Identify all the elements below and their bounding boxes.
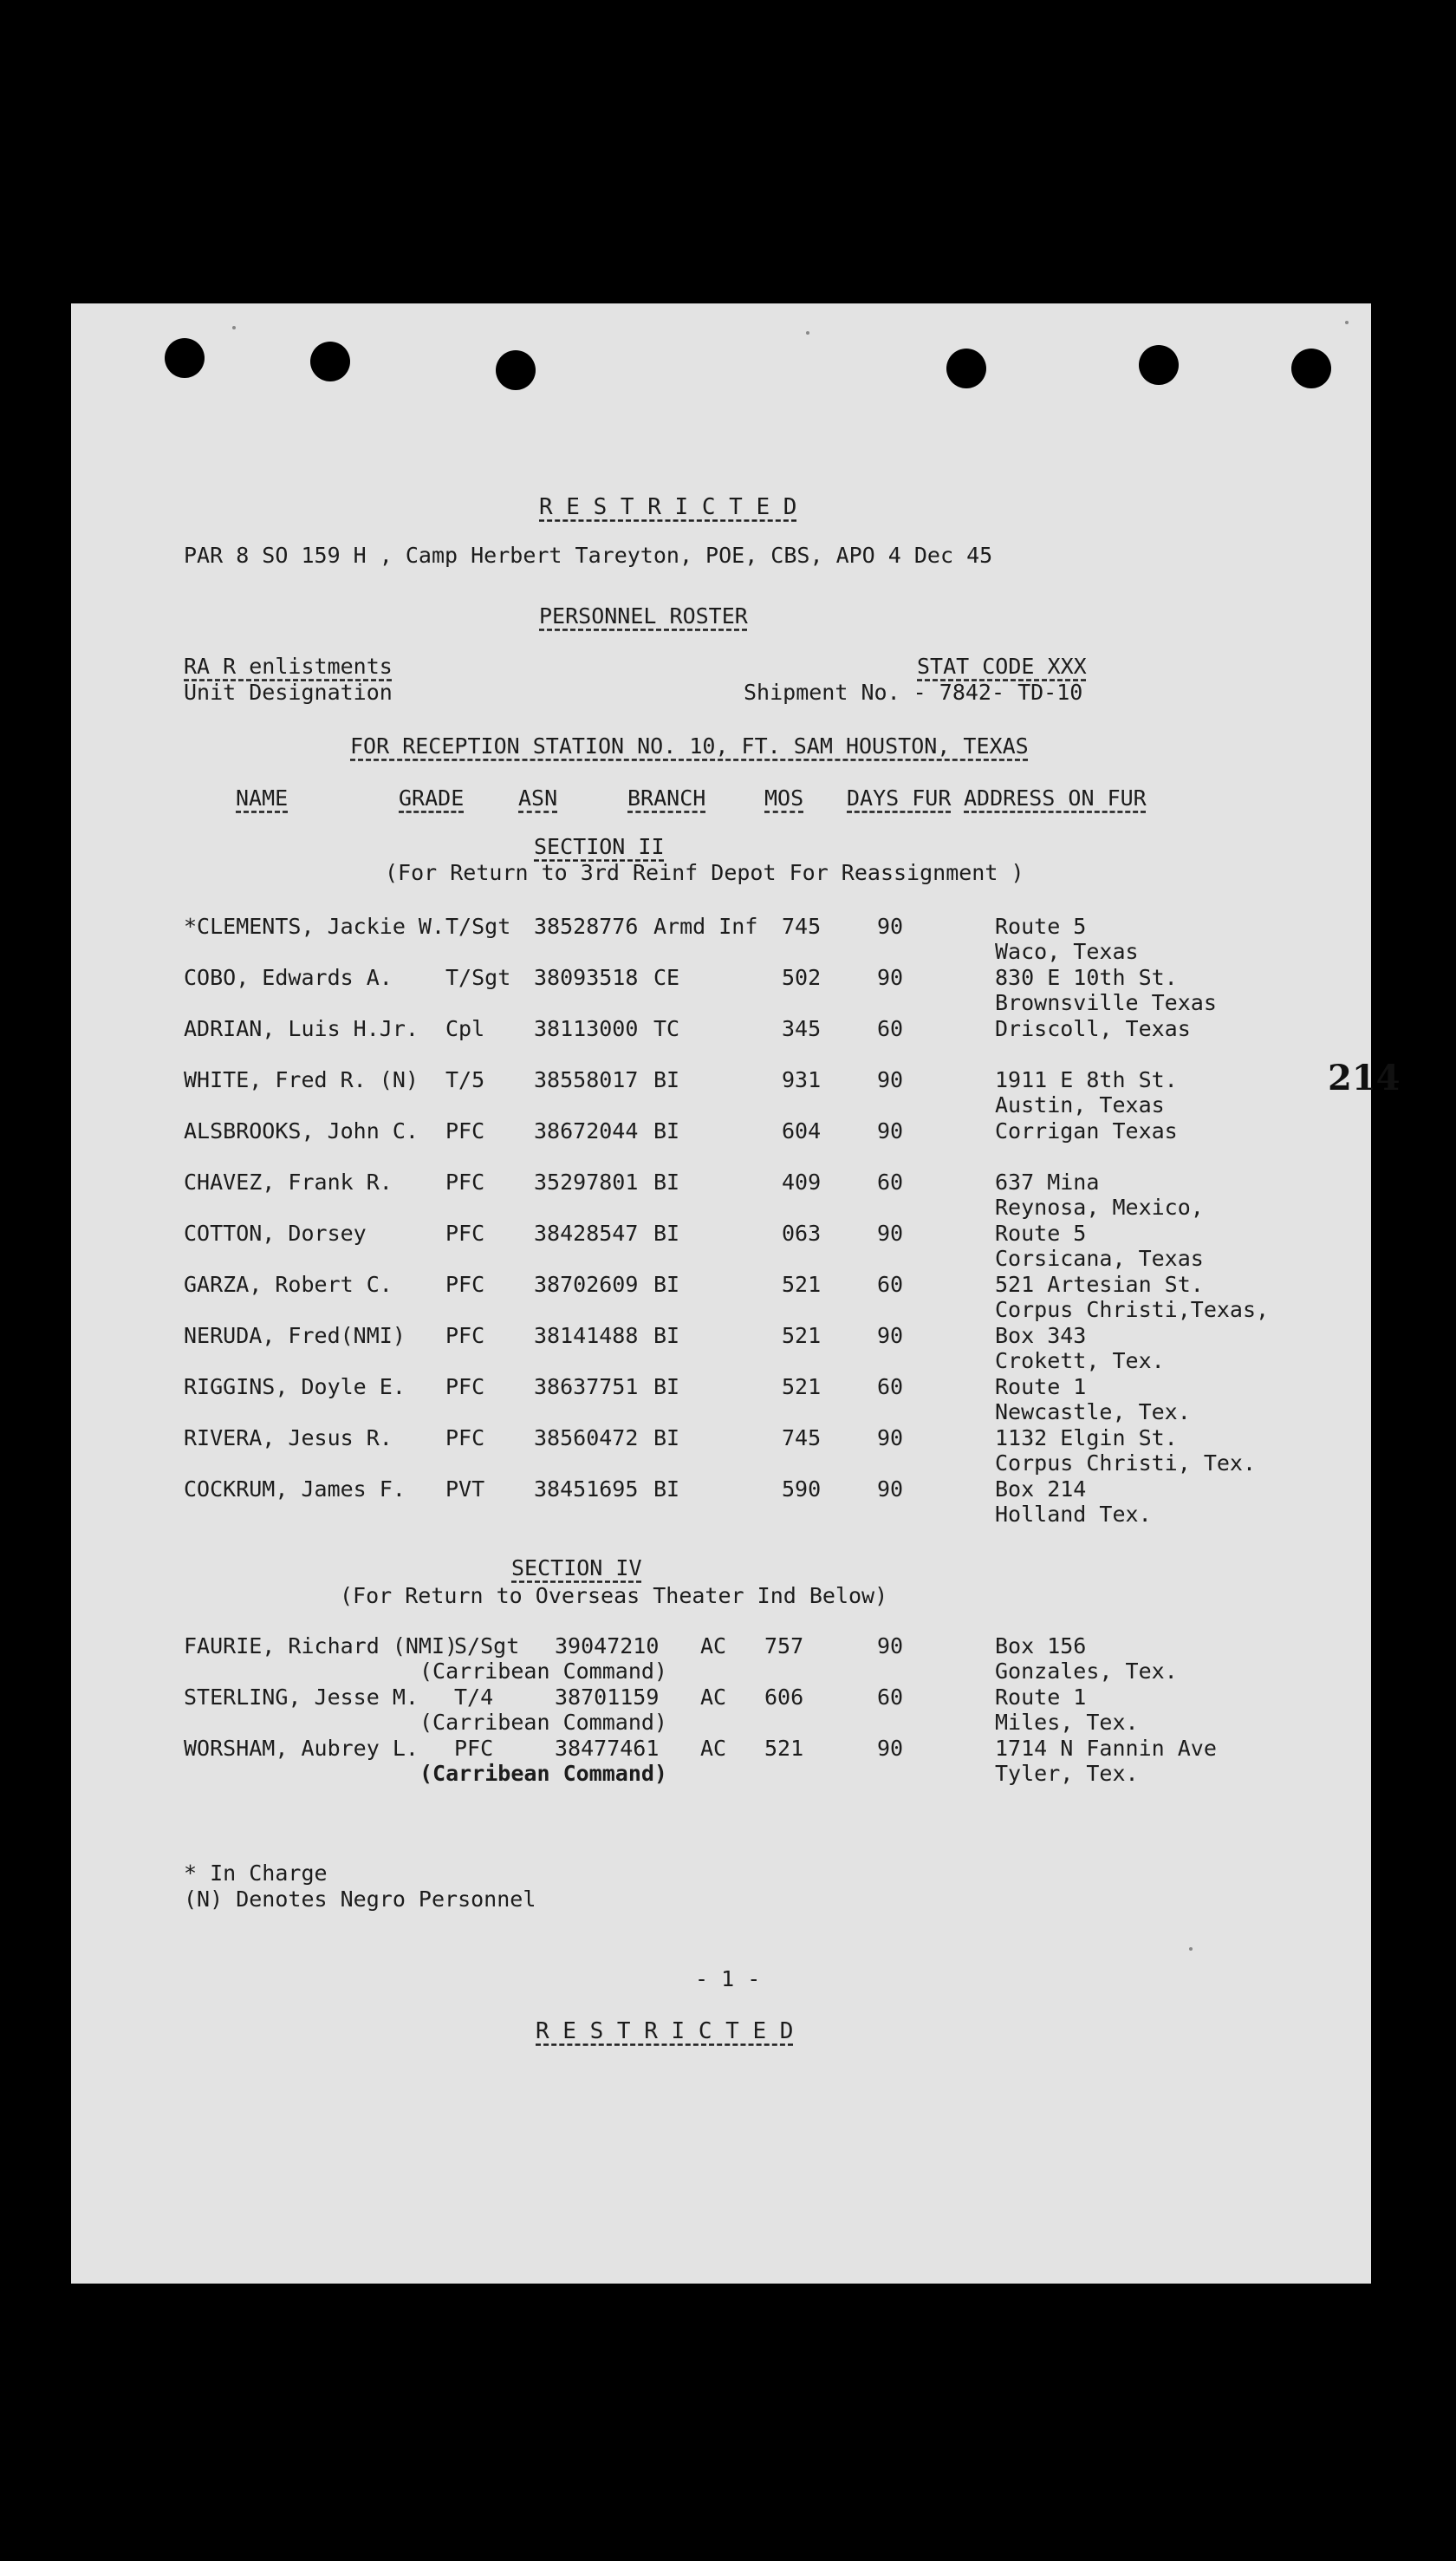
row-mos: 502 [782,965,822,990]
row-asn: 38560472 [534,1425,639,1450]
row-mos: 521 [782,1323,822,1348]
row-address-line1: Driscoll, Texas [995,1016,1191,1041]
section-iv-title: SECTION IV [511,1555,642,1580]
row-grade: T/Sgt [445,914,511,939]
punch-hole [946,349,986,388]
row-address-line1: 637 Mina [995,1170,1100,1195]
row-mos: 745 [782,1425,822,1450]
destination-line: FOR RECEPTION STATION NO. 10, FT. SAM HOUSTON, TEXAS [350,733,1029,759]
section-ii-subtitle: (For Return to 3rd Reinf Depot For Reassignment ) [385,860,1024,885]
col-asn: ASN [518,785,558,811]
row-address-line2: Tyler, Tex. [995,1761,1139,1786]
row-branch: BI [653,1067,680,1092]
orders-line: PAR 8 SO 159 H , Camp Herbert Tareyton, POE, CBS, APO 4 Dec 45 [184,543,993,568]
row-address-line1: 1714 N Fannin Ave [995,1736,1217,1761]
row-mos: 063 [782,1221,822,1246]
row-asn: 38637751 [534,1374,639,1399]
row-grade: S/Sgt [454,1633,520,1658]
row-asn: 38558017 [534,1067,639,1092]
row-branch: BI [653,1272,680,1297]
row-asn: 38528776 [534,914,639,939]
row-mos: 590 [782,1476,822,1502]
row-mos: 745 [782,914,822,939]
row-days-fur: 90 [877,914,904,939]
row-asn: 38451695 [534,1476,639,1502]
row-address-line1: Route 1 [995,1374,1087,1399]
row-name: WORSHAM, Aubrey L. [184,1736,419,1761]
unit-designation: Unit Designation [184,680,393,705]
row-name: RIGGINS, Doyle E. [184,1374,406,1399]
row-grade: PFC [445,1323,485,1348]
row-address-line1: Route 1 [995,1685,1087,1710]
row-grade: PFC [445,1374,485,1399]
row-mos: 409 [782,1170,822,1195]
row-grade: PFC [445,1272,485,1297]
classification-top: R E S T R I C T E D [539,494,797,520]
document-page [71,303,1401,2284]
row-address-line2: Gonzales, Tex. [995,1658,1178,1684]
row-asn: 38701159 [555,1685,660,1710]
row-asn: 39047210 [555,1633,660,1658]
row-mos: 521 [764,1736,804,1761]
classification-bottom: R E S T R I C T E D [536,2018,794,2044]
col-branch: BRANCH [627,785,706,811]
row-branch: BI [653,1374,680,1399]
row-name: RIVERA, Jesus R. [184,1425,393,1450]
row-address-line1: Box 343 [995,1323,1087,1348]
row-asn: 35297801 [534,1170,639,1195]
row-branch: TC [653,1016,680,1041]
row-address-line2: Austin, Texas [995,1092,1165,1118]
row-grade: PVT [445,1476,485,1502]
row-mos: 931 [782,1067,822,1092]
row-grade: PFC [445,1170,485,1195]
row-grade: T/Sgt [445,965,511,990]
section-ii-title: SECTION II [534,834,665,859]
row-mos: 345 [782,1016,822,1041]
row-name: ADRIAN, Luis H.Jr. [184,1016,419,1041]
row-asn: 38702609 [534,1272,639,1297]
punch-hole [1291,349,1331,388]
row-grade: Cpl [445,1016,485,1041]
row-days-fur: 60 [877,1685,904,1710]
col-name: NAME [236,785,289,811]
row-address-line1: Route 5 [995,914,1087,939]
row-grade: PFC [454,1736,494,1761]
row-asn: 38093518 [534,965,639,990]
row-grade: T/5 [445,1067,485,1092]
row-branch: BI [653,1323,680,1348]
stat-code: STAT CODE XXX [917,654,1087,679]
row-days-fur: 90 [877,1067,904,1092]
row-days-fur: 90 [877,1736,904,1761]
punch-hole [496,350,536,390]
row-branch: AC [700,1633,727,1658]
row-name: ALSBROOKS, John C. [184,1118,419,1144]
row-name: *CLEMENTS, Jackie W. [184,914,445,939]
row-mos: 521 [782,1374,822,1399]
row-name: COTTON, Dorsey [184,1221,367,1246]
row-days-fur: 60 [877,1374,904,1399]
footnote-negro-personnel: (N) Denotes Negro Personnel [184,1887,536,1912]
row-branch: BI [653,1476,680,1502]
row-branch: BI [653,1221,680,1246]
row-grade: T/4 [454,1685,494,1710]
section-iv-subtitle: (For Return to Overseas Theater Ind Below) [340,1583,888,1608]
row-days-fur: 90 [877,1323,904,1348]
row-mos: 606 [764,1685,804,1710]
row-grade: PFC [445,1221,485,1246]
row-branch: BI [653,1118,680,1144]
row-days-fur: 90 [877,1221,904,1246]
col-address: ADDRESS ON FUR [964,785,1147,811]
row-address-line2: Corpus Christi, Tex. [995,1450,1257,1476]
row-address-line2: Waco, Texas [995,939,1139,964]
punch-hole [310,342,350,381]
row-address-line1: Box 156 [995,1633,1087,1658]
row-address-line1: Corrigan Texas [995,1118,1178,1144]
enlistment-type: RA R enlistments [184,654,393,679]
row-command: (Carribean Command) [419,1761,667,1786]
page-stamp: 214 [1328,1058,1401,1098]
row-asn: 38428547 [534,1221,639,1246]
col-days-fur: DAYS FUR [847,785,952,811]
row-address-line2: Miles, Tex. [995,1710,1139,1735]
punch-hole [165,338,205,378]
row-address-line1: Box 214 [995,1476,1087,1502]
row-address-line1: Route 5 [995,1221,1087,1246]
row-asn: 38477461 [555,1736,660,1761]
row-branch: BI [653,1170,680,1195]
row-asn: 38672044 [534,1118,639,1144]
row-address-line2: Brownsville Texas [995,990,1217,1015]
row-days-fur: 60 [877,1170,904,1195]
row-branch: BI [653,1425,680,1450]
row-days-fur: 90 [877,1118,904,1144]
row-name: NERUDA, Fred(NMI) [184,1323,406,1348]
row-address-line2: Crokett, Tex. [995,1348,1165,1373]
footnote-in-charge: * In Charge [184,1860,328,1886]
row-address-line2: Newcastle, Tex. [995,1399,1191,1424]
row-days-fur: 90 [877,965,904,990]
row-branch: AC [700,1736,727,1761]
row-name: COCKRUM, James F. [184,1476,406,1502]
row-branch: AC [700,1685,727,1710]
row-grade: PFC [445,1118,485,1144]
row-branch: CE [653,965,680,990]
row-asn: 38113000 [534,1016,639,1041]
row-address-line2: Corpus Christi,Texas, [995,1297,1270,1322]
row-address-line2: Corsicana, Texas [995,1246,1204,1271]
row-name: COBO, Edwards A. [184,965,393,990]
row-address-line1: 1911 E 8th St. [995,1067,1178,1092]
row-branch: Armd Inf [653,914,758,939]
row-name: FAURIE, Richard (NMI) [184,1633,458,1658]
punch-hole [1139,345,1179,385]
row-address-line1: 830 E 10th St. [995,965,1178,990]
row-days-fur: 60 [877,1016,904,1041]
row-mos: 604 [782,1118,822,1144]
row-command: (Carribean Command) [419,1710,667,1735]
row-address-line1: 521 Artesian St. [995,1272,1204,1297]
row-mos: 757 [764,1633,804,1658]
row-days-fur: 60 [877,1272,904,1297]
roster-title: PERSONNEL ROSTER [539,603,748,629]
row-name: GARZA, Robert C. [184,1272,393,1297]
row-address-line2: Reynosa, Mexico, [995,1195,1204,1220]
col-grade: GRADE [399,785,465,811]
row-name: WHITE, Fred R. (N) [184,1067,419,1092]
shipment-number: Shipment No. - 7842- TD-10 [744,680,1083,705]
row-address-line2: Holland Tex. [995,1502,1152,1527]
row-days-fur: 90 [877,1633,904,1658]
row-days-fur: 90 [877,1425,904,1450]
row-days-fur: 90 [877,1476,904,1502]
row-name: STERLING, Jesse M. [184,1685,419,1710]
page-number: - 1 - [695,1966,761,1991]
row-grade: PFC [445,1425,485,1450]
row-asn: 38141488 [534,1323,639,1348]
row-mos: 521 [782,1272,822,1297]
col-mos: MOS [764,785,804,811]
row-address-line1: 1132 Elgin St. [995,1425,1178,1450]
row-name: CHAVEZ, Frank R. [184,1170,393,1195]
row-command: (Carribean Command) [419,1658,667,1684]
